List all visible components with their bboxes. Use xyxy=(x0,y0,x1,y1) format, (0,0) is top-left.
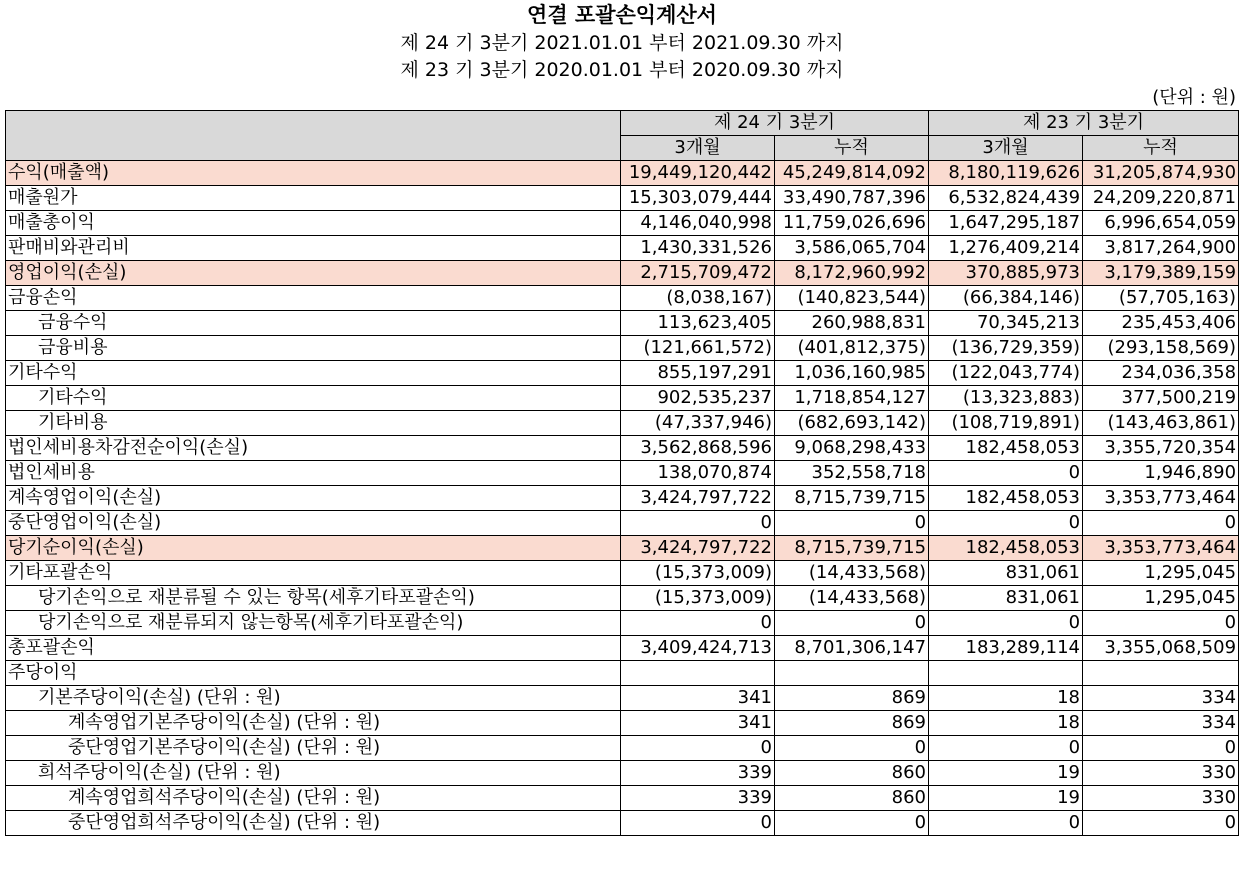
statement-title: 연결 포괄손익계산서 xyxy=(527,3,717,27)
table-row xyxy=(6,511,1239,536)
value-prior-3months: 0 xyxy=(929,461,1083,486)
value-current-cumulative: 260,988,831 xyxy=(775,311,929,336)
value-current-cumulative: 0 xyxy=(775,736,929,761)
value-prior-3months: 19 xyxy=(929,786,1083,811)
row-label: 매출총이익 xyxy=(6,211,621,236)
table-row xyxy=(6,161,1239,186)
table-row xyxy=(6,436,1239,461)
value-prior-cumulative: 1,295,045 xyxy=(1083,561,1239,586)
value-current-3months: 0 xyxy=(621,511,775,536)
row-label: 중단영업이익(손실) xyxy=(6,511,621,536)
unit-label: (단위 : 원) xyxy=(1152,87,1236,108)
table-row xyxy=(6,236,1239,261)
value-current-3months: 1,430,331,526 xyxy=(621,236,775,261)
value-current-cumulative: 1,036,160,985 xyxy=(775,361,929,386)
row-label: 금융손익 xyxy=(6,286,621,311)
value-prior-cumulative: (57,705,163) xyxy=(1083,286,1239,311)
value-current-cumulative: (140,823,544) xyxy=(775,286,929,311)
row-label: 계속영업이익(손실) xyxy=(6,486,621,511)
row-label: 법인세비용 xyxy=(6,461,621,486)
value-current-3months xyxy=(621,661,775,686)
value-prior-3months: (13,323,883) xyxy=(929,386,1083,411)
header-blank-cell xyxy=(6,111,621,161)
value-current-3months: 138,070,874 xyxy=(621,461,775,486)
header-prior-cumulative: 누적 xyxy=(1083,136,1239,161)
value-prior-3months: 70,345,213 xyxy=(929,311,1083,336)
value-current-3months: 0 xyxy=(621,736,775,761)
value-prior-3months: 0 xyxy=(929,611,1083,636)
header-current-period: 제 24 기 3분기 xyxy=(621,111,929,136)
value-prior-3months: 18 xyxy=(929,711,1083,736)
row-label: 기본주당이익(손실) (단위 : 원) xyxy=(6,686,621,711)
value-prior-3months: 0 xyxy=(929,811,1083,836)
value-current-3months: 0 xyxy=(621,611,775,636)
value-current-cumulative: 33,490,787,396 xyxy=(775,186,929,211)
header-current-3months: 3개월 xyxy=(621,136,775,161)
row-label: 중단영업기본주당이익(손실) (단위 : 원) xyxy=(6,736,621,761)
value-current-3months: 341 xyxy=(621,711,775,736)
value-prior-cumulative: (143,463,861) xyxy=(1083,411,1239,436)
row-label: 기타수익 xyxy=(6,386,621,411)
value-current-cumulative: (14,433,568) xyxy=(775,561,929,586)
value-prior-3months: 0 xyxy=(929,736,1083,761)
row-label: 영업이익(손실) xyxy=(6,261,621,286)
income-statement-table xyxy=(5,110,1239,836)
value-prior-3months: 831,061 xyxy=(929,561,1083,586)
value-prior-3months: 182,458,053 xyxy=(929,436,1083,461)
value-current-cumulative: 860 xyxy=(775,786,929,811)
value-prior-3months: (108,719,891) xyxy=(929,411,1083,436)
row-label: 매출원가 xyxy=(6,186,621,211)
value-prior-cumulative: 235,453,406 xyxy=(1083,311,1239,336)
value-current-cumulative: 9,068,298,433 xyxy=(775,436,929,461)
row-label: 기타비용 xyxy=(6,411,621,436)
value-current-3months: 3,562,868,596 xyxy=(621,436,775,461)
row-label: 주당이익 xyxy=(6,661,621,686)
value-prior-3months: (122,043,774) xyxy=(929,361,1083,386)
value-prior-cumulative: 334 xyxy=(1083,711,1239,736)
table-row xyxy=(6,386,1239,411)
value-current-3months: (121,661,572) xyxy=(621,336,775,361)
row-label: 당기순이익(손실) xyxy=(6,536,621,561)
value-prior-3months: 18 xyxy=(929,686,1083,711)
table-row xyxy=(6,286,1239,311)
value-current-3months: 3,424,797,722 xyxy=(621,536,775,561)
row-label: 기타포괄손익 xyxy=(6,561,621,586)
header-prior-period: 제 23 기 3분기 xyxy=(929,111,1239,136)
table-row xyxy=(6,636,1239,661)
period-current: 제 24 기 3분기 2021.01.01 부터 2021.09.30 까지 xyxy=(400,32,844,54)
value-prior-cumulative: 334 xyxy=(1083,686,1239,711)
row-label: 당기손익으로 재분류될 수 있는 항목(세후기타포괄손익) xyxy=(6,586,621,611)
row-label: 기타수익 xyxy=(6,361,621,386)
value-current-cumulative: 3,586,065,704 xyxy=(775,236,929,261)
row-label: 금융수익 xyxy=(6,311,621,336)
value-current-cumulative: (682,693,142) xyxy=(775,411,929,436)
value-prior-3months: 183,289,114 xyxy=(929,636,1083,661)
row-label: 금융비용 xyxy=(6,336,621,361)
value-prior-3months: 182,458,053 xyxy=(929,486,1083,511)
header-row-periods xyxy=(6,111,1239,136)
row-label: 계속영업희석주당이익(손실) (단위 : 원) xyxy=(6,786,621,811)
row-label: 중단영업희석주당이익(손실) (단위 : 원) xyxy=(6,811,621,836)
value-prior-3months: (136,729,359) xyxy=(929,336,1083,361)
table-row xyxy=(6,786,1239,811)
value-current-3months: 339 xyxy=(621,761,775,786)
statement-body xyxy=(6,161,1239,836)
value-prior-3months: 831,061 xyxy=(929,586,1083,611)
header-prior-3months: 3개월 xyxy=(929,136,1083,161)
value-prior-cumulative: 31,205,874,930 xyxy=(1083,161,1239,186)
value-prior-3months xyxy=(929,661,1083,686)
value-prior-cumulative: 6,996,654,059 xyxy=(1083,211,1239,236)
value-current-3months: (8,038,167) xyxy=(621,286,775,311)
value-prior-cumulative: 0 xyxy=(1083,511,1239,536)
row-label: 법인세비용차감전순이익(손실) xyxy=(6,436,621,461)
value-current-3months: (15,373,009) xyxy=(621,561,775,586)
value-prior-3months: 8,180,119,626 xyxy=(929,161,1083,186)
value-current-3months: 3,424,797,722 xyxy=(621,486,775,511)
value-current-cumulative: 8,715,739,715 xyxy=(775,536,929,561)
value-current-3months: 2,715,709,472 xyxy=(621,261,775,286)
table-row xyxy=(6,361,1239,386)
value-prior-cumulative: 330 xyxy=(1083,761,1239,786)
value-prior-cumulative: 24,209,220,871 xyxy=(1083,186,1239,211)
row-label: 당기손익으로 재분류되지 않는항목(세후기타포괄손익) xyxy=(6,611,621,636)
value-current-cumulative: 8,172,960,992 xyxy=(775,261,929,286)
header-current-cumulative: 누적 xyxy=(775,136,929,161)
value-prior-3months: 0 xyxy=(929,511,1083,536)
value-current-3months: 19,449,120,442 xyxy=(621,161,775,186)
value-prior-cumulative: 3,353,773,464 xyxy=(1083,536,1239,561)
row-label: 희석주당이익(손실) (단위 : 원) xyxy=(6,761,621,786)
value-current-cumulative: 0 xyxy=(775,611,929,636)
value-prior-cumulative: 0 xyxy=(1083,611,1239,636)
value-prior-cumulative: 1,295,045 xyxy=(1083,586,1239,611)
value-current-3months: (47,337,946) xyxy=(621,411,775,436)
value-current-3months: 113,623,405 xyxy=(621,311,775,336)
value-current-cumulative: 8,715,739,715 xyxy=(775,486,929,511)
table-row xyxy=(6,211,1239,236)
table-row xyxy=(6,411,1239,436)
table-row xyxy=(6,261,1239,286)
value-prior-cumulative: 3,179,389,159 xyxy=(1083,261,1239,286)
value-current-cumulative: 8,701,306,147 xyxy=(775,636,929,661)
table-row xyxy=(6,461,1239,486)
value-prior-3months: 1,276,409,214 xyxy=(929,236,1083,261)
row-label: 판매비와관리비 xyxy=(6,236,621,261)
value-prior-cumulative: 0 xyxy=(1083,736,1239,761)
value-current-3months: (15,373,009) xyxy=(621,586,775,611)
table-row xyxy=(6,536,1239,561)
value-current-3months: 15,303,079,444 xyxy=(621,186,775,211)
value-current-3months: 339 xyxy=(621,786,775,811)
value-prior-cumulative: 3,353,773,464 xyxy=(1083,486,1239,511)
value-prior-3months: 6,532,824,439 xyxy=(929,186,1083,211)
value-prior-cumulative: 3,355,068,509 xyxy=(1083,636,1239,661)
row-label: 총포괄손익 xyxy=(6,636,621,661)
value-prior-3months: 182,458,053 xyxy=(929,536,1083,561)
value-current-3months: 4,146,040,998 xyxy=(621,211,775,236)
value-current-cumulative: 1,718,854,127 xyxy=(775,386,929,411)
value-current-cumulative: 860 xyxy=(775,761,929,786)
table-row xyxy=(6,336,1239,361)
table-row xyxy=(6,186,1239,211)
value-current-cumulative: 45,249,814,092 xyxy=(775,161,929,186)
value-current-cumulative: 869 xyxy=(775,711,929,736)
value-current-cumulative: 11,759,026,696 xyxy=(775,211,929,236)
value-current-cumulative: 0 xyxy=(775,511,929,536)
value-prior-cumulative: 3,817,264,900 xyxy=(1083,236,1239,261)
value-prior-cumulative: 3,355,720,354 xyxy=(1083,436,1239,461)
value-current-cumulative: 869 xyxy=(775,686,929,711)
table-row xyxy=(6,711,1239,736)
value-current-cumulative: 352,558,718 xyxy=(775,461,929,486)
table-row xyxy=(6,586,1239,611)
value-current-cumulative: 0 xyxy=(775,811,929,836)
value-prior-cumulative: 377,500,219 xyxy=(1083,386,1239,411)
value-current-cumulative xyxy=(775,661,929,686)
value-prior-cumulative: (293,158,569) xyxy=(1083,336,1239,361)
table-row xyxy=(6,486,1239,511)
value-current-3months: 0 xyxy=(621,811,775,836)
value-prior-cumulative: 234,036,358 xyxy=(1083,361,1239,386)
table-row xyxy=(6,661,1239,686)
value-current-3months: 341 xyxy=(621,686,775,711)
value-current-3months: 3,409,424,713 xyxy=(621,636,775,661)
table-row xyxy=(6,736,1239,761)
value-prior-cumulative: 0 xyxy=(1083,811,1239,836)
value-prior-cumulative xyxy=(1083,661,1239,686)
value-prior-3months: 19 xyxy=(929,761,1083,786)
table-row xyxy=(6,611,1239,636)
value-prior-cumulative: 1,946,890 xyxy=(1083,461,1239,486)
value-current-cumulative: (401,812,375) xyxy=(775,336,929,361)
table-row xyxy=(6,561,1239,586)
table-row xyxy=(6,811,1239,836)
period-prior: 제 23 기 3분기 2020.01.01 부터 2020.09.30 까지 xyxy=(400,59,844,81)
value-current-cumulative: (14,433,568) xyxy=(775,586,929,611)
value-current-3months: 855,197,291 xyxy=(621,361,775,386)
value-prior-cumulative: 330 xyxy=(1083,786,1239,811)
row-label: 수익(매출액) xyxy=(6,161,621,186)
value-prior-3months: 370,885,973 xyxy=(929,261,1083,286)
value-prior-3months: (66,384,146) xyxy=(929,286,1083,311)
table-row xyxy=(6,761,1239,786)
table-row xyxy=(6,686,1239,711)
value-prior-3months: 1,647,295,187 xyxy=(929,211,1083,236)
row-label: 계속영업기본주당이익(손실) (단위 : 원) xyxy=(6,711,621,736)
table-row xyxy=(6,311,1239,336)
value-current-3months: 902,535,237 xyxy=(621,386,775,411)
